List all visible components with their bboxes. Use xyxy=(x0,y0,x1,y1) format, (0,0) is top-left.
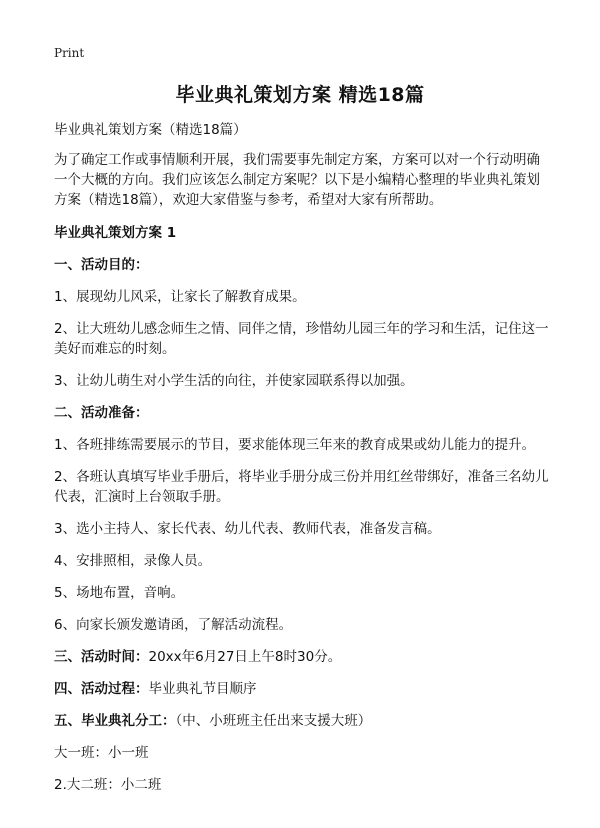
part5-line xyxy=(54,711,552,731)
part3-value: 20xx年6月27日上午8时30分。 xyxy=(148,649,342,665)
part2-item: 6、向家长颁发邀请函，了解活动流程。 xyxy=(54,617,293,633)
intro-paragraph: 为了确定工作或事情顺利开展，我们需要事先制定方案，方案可以对一个行动明确一个大概的方向。我们应该怎么制定方案呢？以下是小编精心整理的毕业典礼策划方案（精选18篇），欢迎大家借鉴与参考，希望对大家有所帮助。 xyxy=(54,152,540,208)
part4-heading: 四、活动过程： xyxy=(54,681,149,697)
part2-item: 1、各班排练需要展示的节目，要求能体现三年来的教育成果或幼儿能力的提升。 xyxy=(54,437,536,453)
part5-heading: 五、毕业典礼分工： xyxy=(54,713,176,729)
document-subtitle: 毕业典礼策划方案（精选18篇） xyxy=(54,122,247,138)
part4-value: 毕业典礼节目顺序 xyxy=(148,681,257,697)
part2-item: 4、安排照相，录像人员。 xyxy=(54,553,212,569)
section-title: 毕业典礼策划方案 1 xyxy=(54,225,177,241)
assignment-item: 大一班：小一班 xyxy=(54,745,149,761)
part1-heading: 一、活动目的： xyxy=(54,257,149,273)
part4-line xyxy=(54,679,552,699)
part2-item: 2、各班认真填写毕业手册后，将毕业手册分成三份并用红丝带绑好，准备三名幼儿代表，汇演时上台领取手册。 xyxy=(54,469,549,505)
page-title: 毕业典礼策划方案 精选18篇 xyxy=(175,84,425,106)
part2-item: 3、选小主持人、家长代表、幼儿代表、教师代表，准备发言稿。 xyxy=(54,521,441,537)
assignment-item: 2.大二班：小二班 xyxy=(54,777,162,793)
part3-line xyxy=(54,647,552,667)
part5-value: （中、小班班主任出来支援大班） xyxy=(175,713,372,729)
part1-item: 2、让大班幼儿感念师生之情、同伴之情，珍惜幼儿园三年的学习和生活，记住这一美好而难忘的时刻。 xyxy=(54,321,549,357)
document-body xyxy=(54,120,552,807)
part1-item: 1、展现幼儿风采，让家长了解教育成果。 xyxy=(54,289,306,305)
print-link[interactable]: Print xyxy=(54,46,85,60)
part3-heading: 三、活动时间： xyxy=(54,649,149,665)
part2-item: 5、场地布置，音响。 xyxy=(54,585,185,601)
part1-item: 3、让幼儿萌生对小学生活的向往，并使家园联系得以加强。 xyxy=(54,373,414,389)
part2-heading: 二、活动准备： xyxy=(54,405,149,421)
